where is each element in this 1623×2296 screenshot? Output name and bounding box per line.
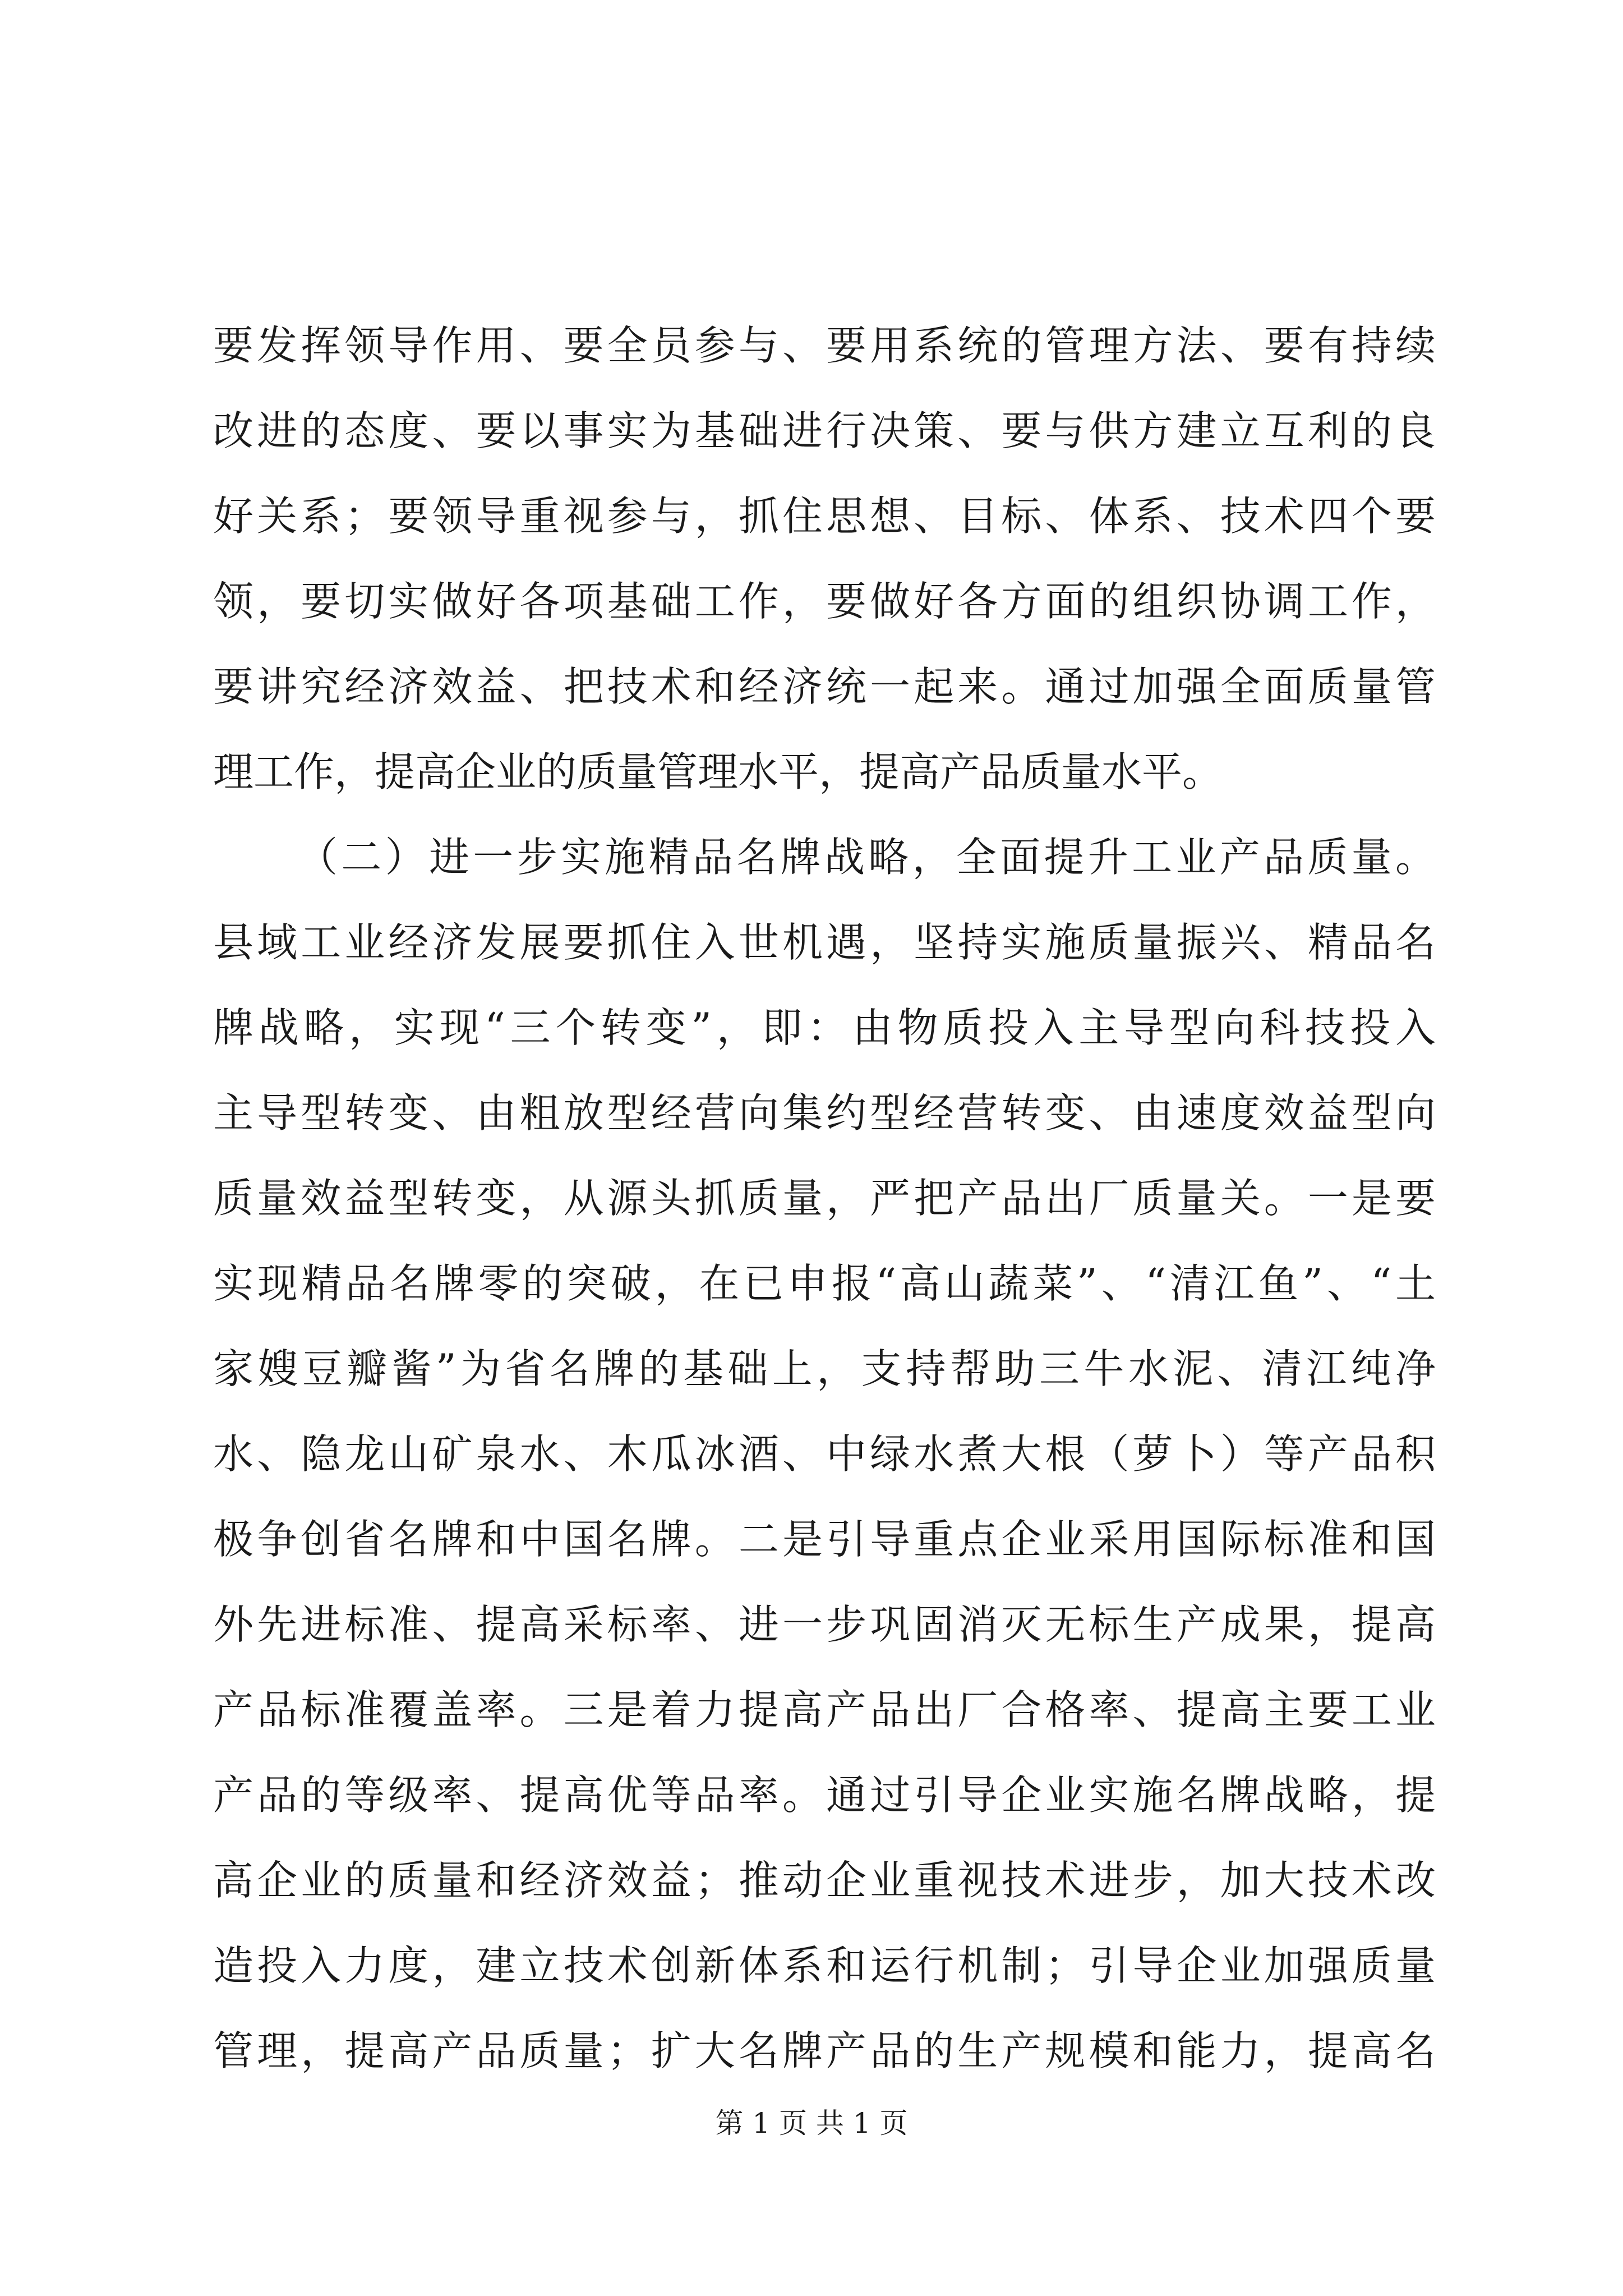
text-line: 管理，提高产品质量；扩大名牌产品的生产规模和能力，提高名 — [213, 2027, 1436, 2074]
text-line: 外先进标准、提高采标率、进一步巩固消灭无标生产成果，提高 — [213, 1601, 1436, 1648]
text-line: 极争创省名牌和中国名牌。二是引导重点企业采用国际标准和国 — [213, 1516, 1436, 1563]
text-line: 高企业的质量和经济效益；推动企业重视技术进步，加大技术改 — [213, 1857, 1436, 1904]
text-line: 主导型转变、由粗放型经营向集约型经营转变、由速度效益型向 — [213, 1089, 1436, 1137]
text-line: 造投入力度，建立技术创新体系和运行机制；引导企业加强质量 — [213, 1942, 1436, 1989]
text-line: 县域工业经济发展要抓住入世机遇，坚持实施质量振兴、精品名 — [213, 919, 1436, 966]
text-line: 家嫂豆瓣酱”为省名牌的基础上，支持帮助三牛水泥、清江纯净 — [213, 1345, 1436, 1392]
text-line: 产品标准覆盖率。三是着力提高产品出厂合格率、提高主要工业 — [213, 1686, 1436, 1733]
text-line: 要讲究经济效益、把技术和经济统一起来。通过加强全面质量管 — [213, 663, 1436, 710]
text-line: 产品的等级率、提高优等品率。通过引导企业实施名牌战略，提 — [213, 1772, 1436, 1819]
text-line: 质量效益型转变，从源头抓质量，严把产品出厂质量关。一是要 — [213, 1175, 1436, 1222]
text-line: 好关系；要领导重视参与，抓住思想、目标、体系、技术四个要 — [213, 493, 1436, 540]
text-line: 改进的态度、要以事实为基础进行决策、要与供方建立互利的良 — [213, 407, 1436, 454]
body-text — [213, 303, 1436, 2093]
text-line: 牌战略，实现“三个转变”，即：由物质投入主导型向科技投入 — [213, 1004, 1436, 1051]
page-footer: 第 1 页 共 1 页 — [715, 2107, 908, 2139]
text-line: 领，要切实做好各项基础工作，要做好各方面的组织协调工作， — [213, 578, 1436, 625]
section-heading-line: （二）进一步实施精品名牌战略，全面提升工业产品质量。 — [297, 834, 1436, 881]
text-line: 要发挥领导作用、要全员参与、要用系统的管理方法、要有持续 — [213, 322, 1436, 369]
text-line: 水、隐龙山矿泉水、木瓜冰酒、中绿水煮大根（萝卜）等产品积 — [213, 1430, 1436, 1478]
text-line: 理工作，提高企业的质量管理水平，提高产品质量水平。 — [213, 748, 1223, 795]
text-line: 实现精品名牌零的突破，在已申报“高山蔬菜”、“清江鱼”、“土 — [213, 1260, 1436, 1307]
